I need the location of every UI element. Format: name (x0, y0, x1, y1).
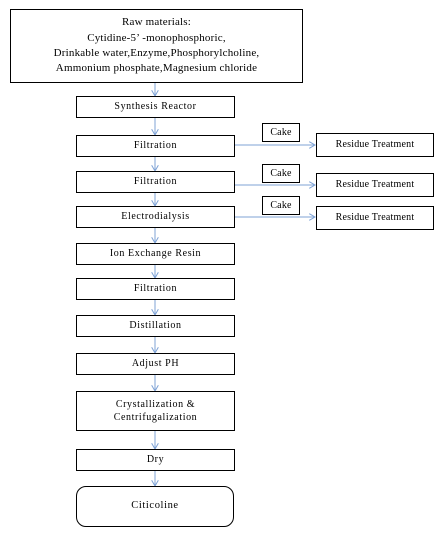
residue-treatment-box-1: Residue Treatment (316, 133, 434, 157)
centrifugalization-label: Centrifugalization (113, 412, 198, 423)
raw-materials-box (10, 9, 303, 83)
electrodialysis-box: Electrodialysis (76, 206, 235, 228)
residue-treatment-box-3: Residue Treatment (316, 206, 434, 230)
raw-materials-line-2: Drinkable water,Enzyme,Phosphorylcholine, (53, 47, 260, 59)
raw-materials-line-3: Ammonium phosphate,Magnesium chloride (55, 62, 258, 75)
raw-materials-title: Raw materials: (121, 16, 192, 29)
filtration-box-1: Filtration (76, 135, 235, 157)
crystallization-label: Crystallization & (115, 398, 196, 410)
crystallization-centrifugalization-box (76, 391, 235, 431)
citicoline-box: Citicoline (76, 486, 234, 527)
distillation-box: Distillation (76, 315, 235, 337)
synthesis-reactor-box: Synthesis Reactor (76, 96, 235, 118)
dry-box: Dry (76, 449, 235, 471)
ion-exchange-resin-box: Ion Exchange Resin (76, 243, 235, 265)
filtration-box-2: Filtration (76, 171, 235, 193)
cake-label-2: Cake (262, 164, 300, 183)
raw-materials-line-1: Cytidine-5’ -monophosphoric, (87, 31, 226, 44)
adjust-ph-box: Adjust PH (76, 353, 235, 375)
filtration-box-3: Filtration (76, 278, 235, 300)
cake-label-3: Cake (262, 196, 300, 215)
cake-label-1: Cake (262, 123, 300, 142)
residue-treatment-box-2: Residue Treatment (316, 173, 434, 197)
